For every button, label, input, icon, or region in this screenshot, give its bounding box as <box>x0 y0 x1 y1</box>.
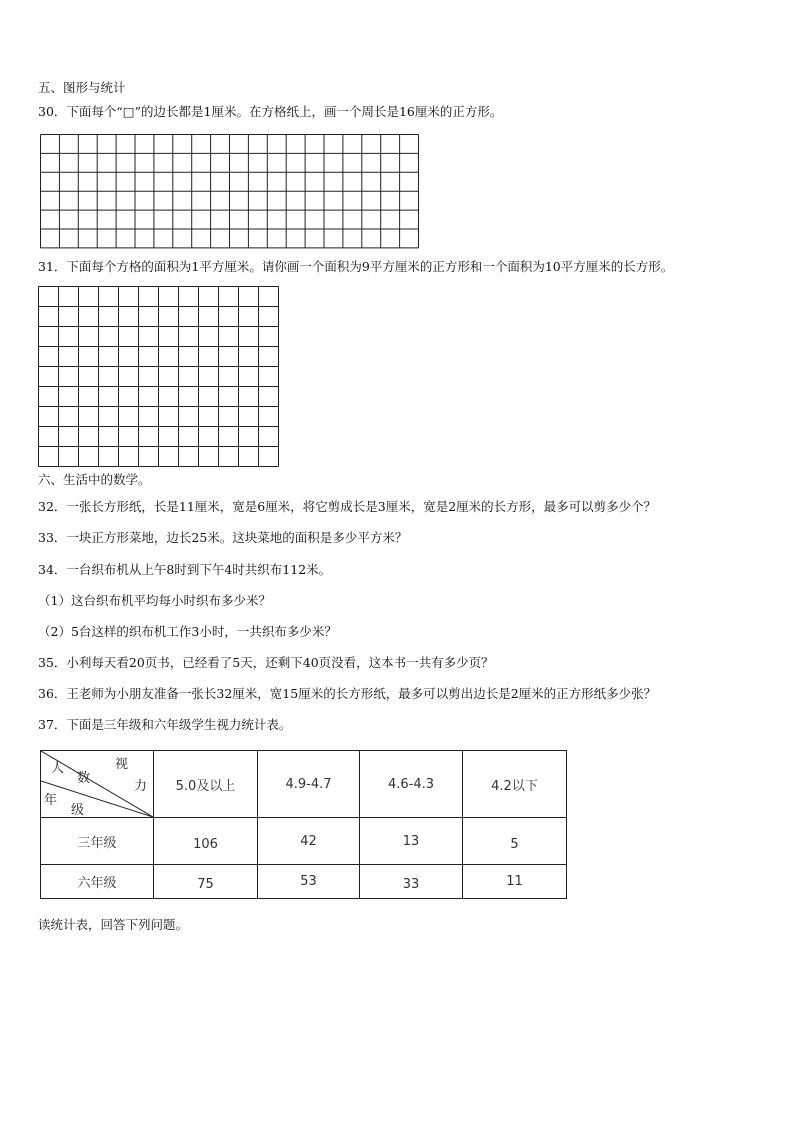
section-6-title: 六、生活中的数学。 <box>38 472 151 487</box>
row-label: 三年级 <box>41 818 154 865</box>
section-5-title: 五、图形与统计 <box>38 80 126 95</box>
vision-stats-table <box>40 750 567 899</box>
table-cell: 106 <box>154 818 258 865</box>
question-35: 35．小利每天看20页书，已经看了5天，还剩下40页没看，这本书一共有多少页？ <box>38 655 494 670</box>
table-cell: 5 <box>463 818 567 865</box>
question-34: 34．一台织布机从上午8时到下午4时共织布112米。 <box>38 562 332 577</box>
square-grid-31[interactable] <box>38 286 282 470</box>
question-31: 31．下面每个方格的面积为1平方厘米。请你画一个面积为9平方厘米的正方形和一个面积为10平方厘米的长方形。 <box>38 259 674 274</box>
corner-label-li: 力 <box>134 779 148 794</box>
table-cell: 53 <box>258 865 360 899</box>
column-header: 4.2以下 <box>463 751 567 818</box>
corner-label-nian: 年 <box>44 793 58 808</box>
table-cell: 42 <box>258 818 360 865</box>
row-label: 六年级 <box>41 865 154 899</box>
question-37: 37．下面是三年级和六年级学生视力统计表。 <box>38 717 292 732</box>
corner-label-shu: 数 <box>77 771 91 786</box>
question-30: 30．下面每个“□”的边长都是1厘米。在方格纸上，画一个周长是16厘米的正方形。 <box>38 104 503 119</box>
column-header: 4.9-4.7 <box>258 751 360 818</box>
table-cell: 33 <box>360 865 463 899</box>
question-36: 36．王老师为小朋友准备一张长32厘米，宽15厘米的长方形纸，最多可以剪出边长是2厘米的正方形纸多少张？ <box>38 686 657 701</box>
table-row <box>41 818 567 865</box>
corner-label-ren: 人 <box>51 761 65 776</box>
column-header: 4.6-4.3 <box>360 751 463 818</box>
question-32: 32．一张长方形纸，长是11厘米，宽是6厘米，将它剪成长是3厘米，宽是2厘米的长方形，最多可以剪多少个？ <box>38 499 657 514</box>
question-33: 33．一块正方形菜地，边长25米。这块菜地的面积是多少平方米？ <box>38 530 408 545</box>
corner-label-ji: 级 <box>71 803 85 818</box>
table-instruction: 读统计表，回答下列问题。 <box>38 917 189 932</box>
column-header: 5.0及以上 <box>154 751 258 818</box>
diagonal-header-cell <box>41 751 154 818</box>
table-cell: 13 <box>360 818 463 865</box>
table-cell: 75 <box>154 865 258 899</box>
question-34-sub-2: （2）5台这样的织布机工作3小时，一共织布多少米？ <box>38 624 337 639</box>
table-cell: 11 <box>463 865 567 899</box>
square-grid-30[interactable] <box>40 134 420 250</box>
table-row <box>41 865 567 899</box>
table-header-row <box>41 751 567 818</box>
corner-label-shi: 视 <box>115 757 129 772</box>
question-34-sub-1: （1）这台织布机平均每小时织布多少米？ <box>38 593 271 608</box>
